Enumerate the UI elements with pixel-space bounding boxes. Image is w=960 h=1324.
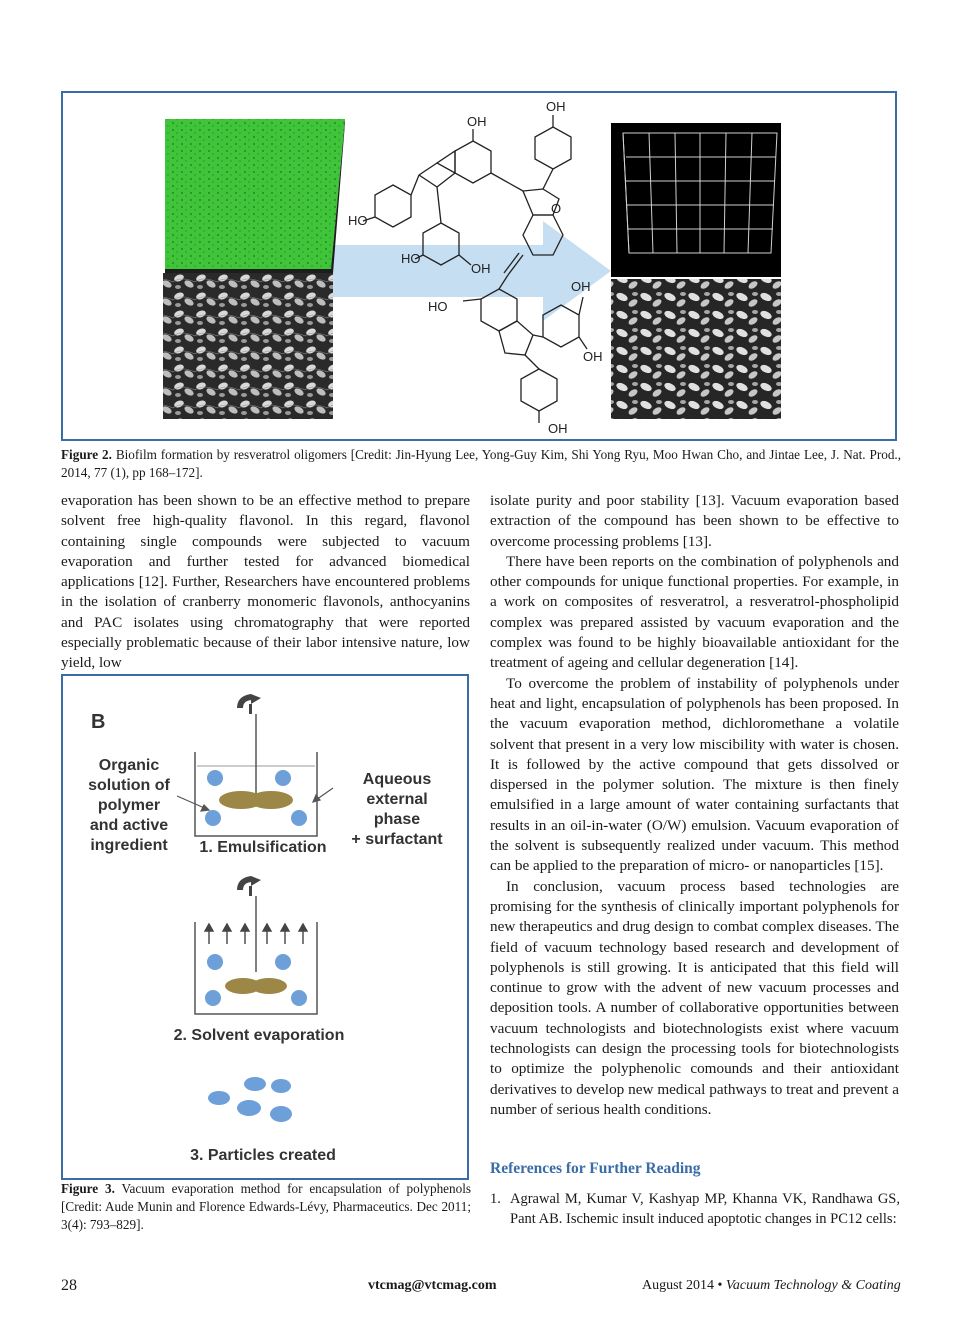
footer-date: August 2014 [642,1278,714,1293]
aqueous-label-line-4: + surfactant [351,831,443,848]
footer-email: vtcmag@vtcmag.com [368,1278,497,1293]
step-1-label: 1. Emulsification [199,839,327,856]
right-paragraph-3: To overcome the problem of instability of polyphenols under heat and light, encapsulation of polyphenols has been proposed. In the vacuum evaporation method, dichloromethane a volatile solvent that present in a very low miscibility with water is chosen. It is followed by the active compound that gets dissolved or dispersed in the polymer solution. The mixture is then finely emulsified in a large amount of water containing surfactants that results in an oil-in-water (O/W) emulsion. Vacuum evaporation of the solvent is subsequently realized under vacuum. This method can be applied to the preparation of micro- or nanoparticles [15]. [490,674,899,875]
figure-2-caption-text: Biofilm formation by resveratrol oligomers [Credit: Jin-Hyung Lee, Yong-Guy Kim, Shi Yong Ryu, Moo Hwan Cho, and Jintae Lee, J. Nat. Prod., 2014, 77 (1), pp 168–172]. [61,447,902,480]
biofilm-3d-image [165,119,345,273]
page-number: 28 [61,1277,77,1294]
organic-label-line-2: solution of [88,777,170,794]
organic-label-line-1: Organic [98,757,160,774]
figure-2-caption-label: Figure 2. [61,447,112,462]
aqueous-label-line-2: external [366,791,428,808]
reference-text: Agrawal M, Kumar V, Kashyap MP, Khanna VK, Randhawa GS, Pant AB. Ischemic insult induced apoptotic changes in PC12 cells: [510,1191,900,1227]
water-droplet [205,990,221,1006]
right-column [490,491,899,1120]
aqueous-label-line-1: Aqueous [362,771,432,788]
stirrer-icon-1 [237,694,261,714]
water-droplet [207,770,223,786]
footer-bullet: • [717,1278,723,1293]
figure-2-caption [61,446,901,482]
svg-text:OH: OH [467,114,487,129]
stirrer-icon-2 [237,876,261,896]
svg-text:O: O [551,201,562,216]
organic-label-line-5: ingredient [90,837,168,854]
organic-label-line-3: polymer [97,797,161,814]
panel-letter: B [91,711,106,733]
water-droplet [207,954,223,970]
aqueous-label-line-3: phase [373,811,421,828]
biofilm-sem-image-right [611,279,781,419]
figure-3-caption [61,1180,471,1234]
figure-3-caption-text: Vacuum evaporation method for encapsulation of polyphenols [Credit: Aude Munin and Florence Edwards-Lévy, Pharmaceutics. Dec 2011; 3(4): 793–829]. [61,1181,471,1232]
water-droplet [205,810,221,826]
organic-label-line-4: and active [89,817,169,834]
reference-item-1 [490,1189,900,1229]
svg-text:OH: OH [546,99,566,114]
figure-3-frame [61,674,469,1180]
svg-text:OH: OH [571,279,591,294]
svg-text:OH: OH [548,421,568,436]
water-droplet [291,990,307,1006]
figure-2-frame [61,91,897,441]
right-paragraph-1: isolate purity and poor stability [13]. Vacuum evaporation based extraction of the compound has been shown to be effective to overcome processing problems [13]. [490,492,899,550]
step-3-label: 3. Particles created [190,1147,336,1164]
water-droplet [275,954,291,970]
references-heading: References for Further Reading [490,1160,701,1177]
footer-publication [642,1278,901,1294]
svg-text:OH: OH [471,261,491,276]
svg-text:OH: OH [583,349,603,364]
water-droplet [291,810,307,826]
figure-3-caption-label: Figure 3. [61,1181,115,1196]
left-column [61,491,470,674]
svg-text:HO: HO [401,251,421,266]
reference-number: 1. [490,1191,501,1207]
oil-droplet-right-1 [249,791,293,809]
biofilm-sem-image-left [163,273,333,419]
left-paragraph-1: evaporation has been shown to be an effective method to prepare solvent free high-quality flavonol. In this regard, flavonol containing single compounds were subjected to vacuum evaporation and further tested for advanced biomedical applications [12]. Further, Researchers have encountered problems in the isolation of cranberry monomeric flavonols, anthocyanins and PAC isolates using chromatography that were reported especially problematic because of their labor intensive nature, low yield, low [61,492,470,672]
svg-text:HO: HO [348,213,368,228]
footer-journal-title: Vacuum Technology & Coating [725,1278,901,1293]
step-2-label: 2. Solvent evaporation [173,1027,345,1044]
figure-3-graphic [63,676,467,1178]
figure-2-graphic [63,93,895,439]
grid-3d-image [611,123,781,277]
svg-text:HO: HO [428,299,448,314]
right-paragraph-4: In conclusion, vacuum process based technologies are promising for the synthesis of clinically important polyphenols for new therapeutics and drug design to combat complex diseases. The field of vacuum technology based research and development of polyphenols is still growing. It is anticipated that this field will continue to grow with the advent of new vacuum processes and deposition tools. A number of collaborative opportunities between vacuum technologists and biotechnologists exist where vacuum technologists can design the processing tools for biotechnologists to optimize the polyphenolic comounds and their antioxidant derivatives to develop new medical pathways to treat and prevent a number of serious health conditions. [490,877,899,1118]
water-droplet [275,770,291,786]
particles-created [208,1077,292,1122]
right-paragraph-2: There have been reports on the combination of polyphenols and other compounds for unique functional properties. For example, in a work on composites of resveratrol, a resveratrol-phospholipid complex was prepared assisted by vacuum evaporation and the complex was found to be highly bioavailable antioxidant for the treatment of ageing and cellular degeneration [14]. [490,552,899,672]
oil-droplet-right-2 [251,978,287,994]
